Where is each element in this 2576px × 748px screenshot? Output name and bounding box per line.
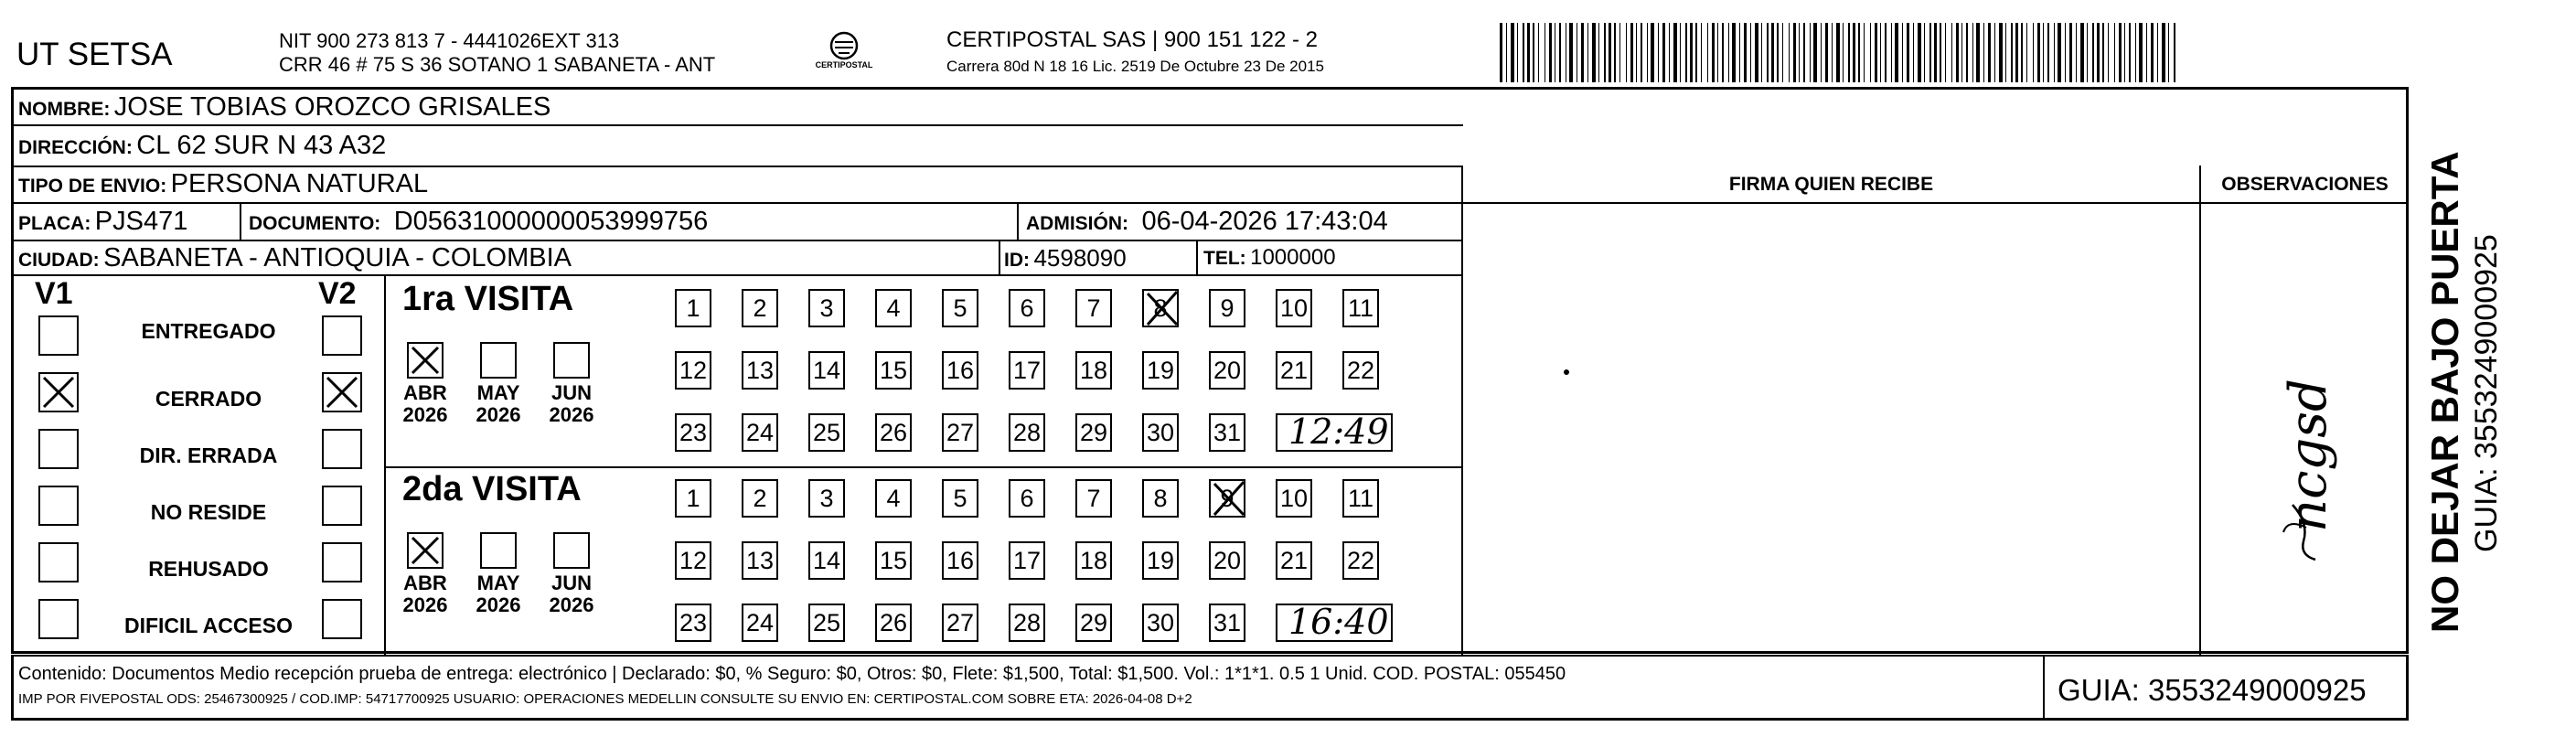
signature-area[interactable] bbox=[1463, 203, 2199, 655]
visit2-month-checkbox[interactable] bbox=[480, 532, 517, 569]
visit2-day-box[interactable]: 14 bbox=[808, 541, 845, 580]
status-label: NO RESIDE bbox=[150, 500, 267, 524]
city-value: SABANETA - ANTIOQUIA - COLOMBIA bbox=[103, 243, 572, 272]
city-label: CIUDAD: bbox=[18, 250, 100, 271]
v2-checkbox[interactable] bbox=[322, 372, 362, 412]
visit2-day-box[interactable]: 6 bbox=[1009, 479, 1045, 518]
visit2-month-checkbox[interactable] bbox=[553, 532, 590, 569]
v1-checkbox[interactable] bbox=[38, 315, 79, 356]
visit1-day-box[interactable]: 20 bbox=[1209, 351, 1245, 390]
month-name: JUN bbox=[550, 572, 592, 594]
v2-checkbox[interactable] bbox=[322, 542, 362, 582]
barcode bbox=[1500, 23, 2181, 82]
visit1-month-label bbox=[471, 382, 526, 426]
tel-label: TEL: bbox=[1203, 248, 1246, 269]
id-label: ID: bbox=[1004, 250, 1030, 271]
visit1-day-box[interactable]: 10 bbox=[1276, 289, 1312, 327]
document-value: D05631000000053999756 bbox=[393, 207, 709, 236]
visit2-day-box[interactable]: 3 bbox=[808, 479, 845, 518]
visit2-day-box[interactable]: 11 bbox=[1342, 479, 1379, 518]
company-line: CERTIPOSTAL SAS | 900 151 122 - 2 bbox=[946, 27, 1318, 52]
month-year: 2026 bbox=[402, 403, 448, 426]
visit2-day-box[interactable]: 15 bbox=[875, 541, 912, 580]
v1-label: V1 bbox=[35, 276, 73, 311]
status-label: CERRADO bbox=[155, 387, 262, 411]
visit1-day-box[interactable]: 9 bbox=[1209, 289, 1245, 327]
v1-checkbox[interactable] bbox=[38, 542, 79, 582]
visit1-day-box[interactable]: 24 bbox=[742, 413, 778, 452]
plate-field bbox=[18, 206, 187, 241]
tel-value: 1000000 bbox=[1250, 245, 1336, 270]
admission-value: 06-04-2026 17:43:04 bbox=[1141, 207, 1388, 236]
visit2-title: 2da VISITA bbox=[402, 470, 582, 508]
v2-checkbox[interactable] bbox=[322, 429, 362, 469]
name-label: NOMBRE: bbox=[18, 99, 111, 120]
visit1-day-box[interactable]: 5 bbox=[942, 289, 978, 327]
month-name: MAY bbox=[476, 572, 520, 594]
visit2-time-handwriting: 16:40 bbox=[1288, 602, 1389, 642]
plate-label: PLACA: bbox=[18, 213, 91, 234]
visit1-day-box[interactable]: 19 bbox=[1142, 351, 1179, 390]
visit2-day-box[interactable]: 4 bbox=[875, 479, 912, 518]
address-label: DIRECCIÓN: bbox=[18, 137, 133, 158]
visit2-day-box[interactable]: 16 bbox=[942, 541, 978, 580]
admission-field bbox=[1026, 206, 1388, 241]
visit2-day-box[interactable]: 29 bbox=[1075, 604, 1112, 642]
footer-frame bbox=[11, 655, 2409, 721]
visit2-month-label bbox=[471, 572, 526, 616]
visit2-day-box[interactable]: 21 bbox=[1276, 541, 1312, 580]
visit2-day-box[interactable]: 24 bbox=[742, 604, 778, 642]
visit1-day-box[interactable]: 23 bbox=[675, 413, 711, 452]
visit1-day-box[interactable]: 25 bbox=[808, 413, 845, 452]
address-field bbox=[18, 130, 386, 166]
visit1-day-box[interactable]: 3 bbox=[808, 289, 845, 327]
v2-checkbox[interactable] bbox=[322, 486, 362, 526]
visit1-day-box[interactable]: 29 bbox=[1075, 413, 1112, 452]
visit2-day-box[interactable]: 25 bbox=[808, 604, 845, 642]
type-value: PERSONA NATURAL bbox=[170, 169, 429, 198]
document-field bbox=[249, 206, 708, 241]
v1-checkbox[interactable] bbox=[38, 372, 79, 412]
plate-value: PJS471 bbox=[94, 207, 188, 236]
footer-content-line: Contenido: Documentos Medio recepción prueba de entrega: electrónico | Declarado: $0, % Seguro: $0, Otros: $0, Flete: $1,500, Total: $1,500. Vol.: 1*1*1. 0.5 1 Unid. COD. POSTAL: 055450 bbox=[18, 664, 1566, 684]
visit1-month-checkbox[interactable] bbox=[480, 342, 517, 379]
visit1-day-box[interactable]: 31 bbox=[1209, 413, 1245, 452]
sender-nit: NIT 900 273 813 7 - 4441026EXT 313 bbox=[279, 29, 620, 52]
visit1-month-checkbox[interactable] bbox=[553, 342, 590, 379]
visit1-day-box[interactable]: 4 bbox=[875, 289, 912, 327]
month-year: 2026 bbox=[549, 403, 594, 426]
visit2-day-box[interactable]: 1 bbox=[675, 479, 711, 518]
visit2-day-box[interactable]: 17 bbox=[1009, 541, 1045, 580]
month-year: 2026 bbox=[476, 593, 521, 616]
month-year: 2026 bbox=[402, 593, 448, 616]
signature-header: FIRMA QUIEN RECIBE bbox=[1728, 174, 1934, 195]
visit1-title: 1ra VISITA bbox=[402, 280, 574, 318]
status-label: REHUSADO bbox=[148, 557, 269, 581]
address-value: CL 62 SUR N 43 A32 bbox=[136, 131, 387, 160]
visit2-day-box[interactable]: 8 bbox=[1142, 479, 1179, 518]
visit1-time-box[interactable] bbox=[1276, 413, 1393, 452]
v2-label: V2 bbox=[318, 276, 357, 311]
logo-text: CERTIPOSTAL bbox=[815, 60, 873, 69]
status-label: DIFICIL ACCESO bbox=[123, 614, 293, 637]
visit2-day-box[interactable]: 31 bbox=[1209, 604, 1245, 642]
month-year: 2026 bbox=[549, 593, 594, 616]
sender-name: UT SETSA bbox=[16, 37, 173, 72]
visit2-day-box[interactable]: 23 bbox=[675, 604, 711, 642]
visit2-day-box[interactable]: 26 bbox=[875, 604, 912, 642]
month-name: ABR bbox=[403, 381, 447, 404]
visit2-day-box[interactable]: 5 bbox=[942, 479, 978, 518]
month-year: 2026 bbox=[476, 403, 521, 426]
visit1-day-box[interactable]: 1 bbox=[675, 289, 711, 327]
side-guide: GUIA: 3553249000925 bbox=[2469, 234, 2504, 552]
visit1-month-checkbox[interactable] bbox=[407, 342, 444, 379]
visit2-day-box[interactable]: 18 bbox=[1075, 541, 1112, 580]
month-name: MAY bbox=[476, 381, 520, 404]
visit1-day-box[interactable]: 2 bbox=[742, 289, 778, 327]
visit1-day-box[interactable]: 27 bbox=[942, 413, 978, 452]
visit1-day-box[interactable]: 16 bbox=[942, 351, 978, 390]
visit2-time-box[interactable] bbox=[1276, 604, 1393, 642]
visit2-day-box[interactable]: 22 bbox=[1342, 541, 1379, 580]
visit2-month-label bbox=[398, 572, 453, 616]
visit2-day-box[interactable]: 20 bbox=[1209, 541, 1245, 580]
visit2-day-box[interactable]: 7 bbox=[1075, 479, 1112, 518]
type-field bbox=[18, 168, 428, 204]
visit1-month-label bbox=[398, 382, 453, 426]
visit1-time-handwriting: 12:49 bbox=[1288, 411, 1389, 452]
observation-handwriting: ncgsd bbox=[2279, 379, 2338, 532]
sender-address: CRR 46 # 75 S 36 SOTANO 1 SABANETA - ANT bbox=[279, 53, 716, 76]
visit2-day-box[interactable]: 10 bbox=[1276, 479, 1312, 518]
v2-checkbox[interactable] bbox=[322, 599, 362, 639]
visit1-day-box[interactable]: 6 bbox=[1009, 289, 1045, 327]
status-label: DIR. ERRADA bbox=[139, 443, 278, 467]
v1-checkbox[interactable] bbox=[38, 486, 79, 526]
visit1-day-box[interactable]: 30 bbox=[1142, 413, 1179, 452]
id-value: 4598090 bbox=[1033, 244, 1127, 272]
tel-field bbox=[1203, 242, 1336, 276]
visit2-day-box[interactable]: 9 bbox=[1209, 479, 1245, 518]
v2-checkbox[interactable] bbox=[322, 315, 362, 356]
v1-checkbox[interactable] bbox=[38, 429, 79, 469]
month-name: JUN bbox=[550, 381, 592, 404]
visit1-day-box[interactable]: 12 bbox=[675, 351, 711, 390]
visit2-month-checkbox[interactable] bbox=[407, 532, 444, 569]
certipostal-logo-icon bbox=[817, 30, 871, 78]
document-label: DOCUMENTO: bbox=[249, 213, 381, 234]
observations-header: OBSERVACIONES bbox=[2221, 174, 2389, 195]
visit1-day-box[interactable]: 26 bbox=[875, 413, 912, 452]
visit1-day-box[interactable]: 17 bbox=[1009, 351, 1045, 390]
visit1-day-box[interactable]: 15 bbox=[875, 351, 912, 390]
status-label: ENTREGADO bbox=[141, 319, 276, 343]
v1-checkbox[interactable] bbox=[38, 599, 79, 639]
side-warning: NO DEJAR BAJO PUERTA bbox=[2423, 151, 2466, 633]
visit2-day-box[interactable]: 12 bbox=[675, 541, 711, 580]
month-name: ABR bbox=[403, 572, 447, 594]
visit2-day-box[interactable]: 28 bbox=[1009, 604, 1045, 642]
visit2-day-box[interactable]: 2 bbox=[742, 479, 778, 518]
visit2-day-box[interactable]: 30 bbox=[1142, 604, 1179, 642]
type-label: TIPO DE ENVIO: bbox=[18, 176, 167, 197]
visit1-day-box[interactable]: 13 bbox=[742, 351, 778, 390]
name-field bbox=[18, 91, 550, 127]
city-field bbox=[18, 242, 572, 278]
visit2-day-box[interactable]: 27 bbox=[942, 604, 978, 642]
visit1-month-label bbox=[544, 382, 599, 426]
visit2-day-box[interactable]: 13 bbox=[742, 541, 778, 580]
name-value: JOSE TOBIAS OROZCO GRISALES bbox=[113, 92, 551, 122]
visit1-day-box[interactable]: 28 bbox=[1009, 413, 1045, 452]
visit1-day-box[interactable]: 11 bbox=[1342, 289, 1379, 327]
visit1-day-box[interactable]: 22 bbox=[1342, 351, 1379, 390]
admission-label: ADMISIÓN: bbox=[1026, 213, 1128, 234]
visit2-day-box[interactable]: 19 bbox=[1142, 541, 1179, 580]
id-field bbox=[1004, 242, 1127, 278]
visit1-day-box[interactable]: 18 bbox=[1075, 351, 1112, 390]
footer-guide: GUIA: 3553249000925 bbox=[2058, 673, 2367, 707]
visit2-month-label bbox=[544, 572, 599, 616]
license-line: Carrera 80d N 18 16 Lic. 2519 De Octubre 23 De 2015 bbox=[946, 58, 1324, 75]
visit1-day-box[interactable]: 21 bbox=[1276, 351, 1312, 390]
observation-area bbox=[2201, 203, 2409, 655]
visit1-day-box[interactable]: 8 bbox=[1142, 289, 1179, 327]
visit1-day-box[interactable]: 7 bbox=[1075, 289, 1112, 327]
visit1-day-box[interactable]: 14 bbox=[808, 351, 845, 390]
footer-print-line: IMP POR FIVEPOSTAL ODS: 25467300925 / COD.IMP: 54717700925 USUARIO: OPERACIONES MEDELLIN CONSULTE SU ENVIO EN: CERTIPOSTAL.COM SOBRE ETA: 2026-04-08 D+2 bbox=[18, 691, 1192, 707]
